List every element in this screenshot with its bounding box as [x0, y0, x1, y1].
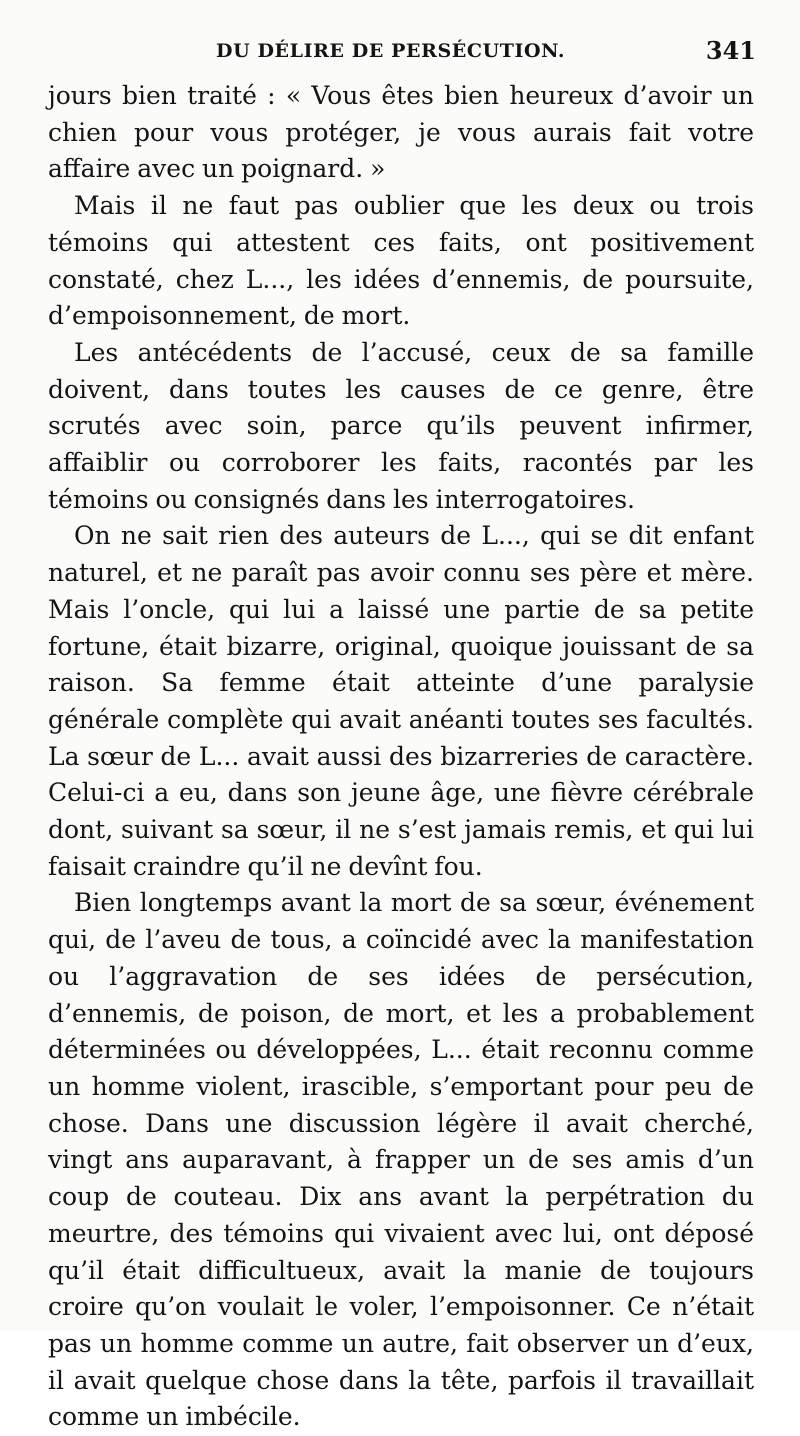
- body-text: [48, 78, 754, 1436]
- page-header: [36, 36, 764, 72]
- running-title: DU DÉLIRE DE PERSÉCUTION.: [216, 40, 566, 62]
- paragraph-family: On ne sait rien des auteurs de L..., qui se dit enfant naturel, et ne paraît pas avoir connu ses père et mère. Mais l’oncle, qui lui a laissé une partie de sa petite fortune, était bizarre, original, quoique jouissant de sa raison. Sa femme était atteinte d’une paralysie générale complète qui avait anéanti toutes ses facultés. La sœur de L... avait aussi des bizarreries de caractère. Celui-ci a eu, dans son jeune âge, une fièvre cérébrale dont, suivant sa sœur, il ne s’est jamais remis, et qui lui faisait craindre qu’il ne devînt fou.: [48, 521, 754, 881]
- paragraph-continuation: jours bien traité : « Vous êtes bien heureux d’avoir un chien pour vous protéger, je vous aurais fait votre affaire avec un poignard. »: [48, 81, 754, 184]
- paragraph-witnesses: Mais il ne faut pas oublier que les deux ou trois témoins qui attestent ces faits, ont positivement constaté, chez L..., les idées d’ennemis, de poursuite, d’empoisonnement, de mort.: [48, 191, 754, 331]
- paragraph-antecedents: Les antécédents de l’accusé, ceux de sa famille doivent, dans toutes les causes de ce genre, être scrutés avec soin, parce qu’ils peuvent infirmer, affaiblir ou corroborer les faits, racontés par les témoins ou consignés dans les interrogatoires.: [48, 337, 754, 514]
- page-number: 341: [705, 36, 756, 65]
- paragraph-character: Bien longtemps avant la mort de sa sœur, événement qui, de l’aveu de tous, a coïncidé avec la manifestation ou l’aggravation de ses idées de persécution, d’ennemis, de poison, de mort, et les a probablement déterminées ou développées, L... était reconnu comme un homme violent, irascible, s’emportant pour peu de chose. Dans une discussion légère il avait cherché, vingt ans auparavant, à frapper un de ses amis d’un coup de couteau. Dix ans avant la perpétration du meurtre, des témoins qui vivaient avec lui, ont déposé qu’il était difficultueux, avait la manie de toujours croire qu’on voulait le voler, l’empoisonner. Ce n’était pas un homme comme un autre, fait observer un d’eux, il avait quelque chose dans la tête, parfois il travaillait comme un imbécile.: [48, 888, 754, 1432]
